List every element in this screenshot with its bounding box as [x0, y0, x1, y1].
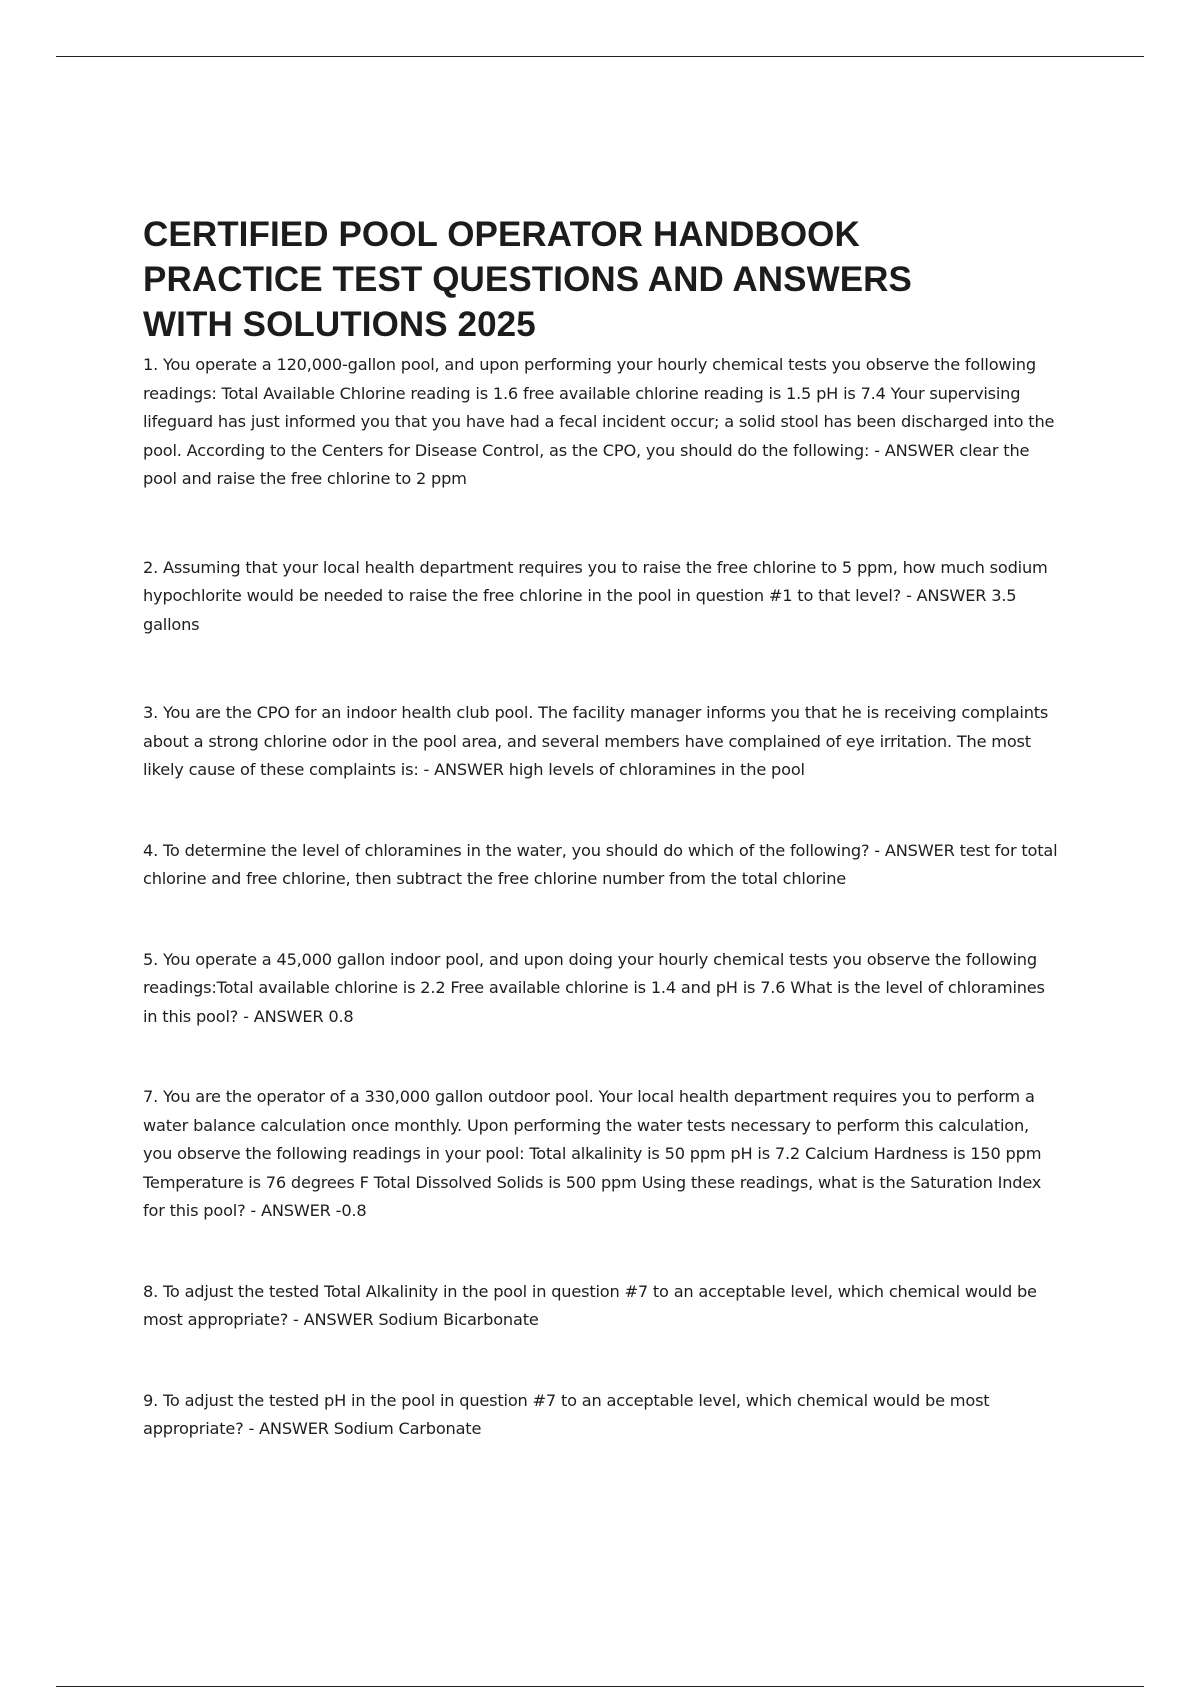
document-title: [143, 212, 1063, 347]
title-line: CERTIFIED POOL OPERATOR HANDBOOK: [143, 215, 860, 254]
top-rule: [56, 56, 1144, 57]
question-1: 1. You operate a 120,000-gallon pool, and upon performing your hourly chemical tests you observe the following readings: Total Available Chlorine reading is 1.6 free available chlorine reading is 1.5 pH is 7.4 Your supervising lifeguard has just informed you that you have had a fecal incident occur; a solid stool has been discharged into the pool. According to the Centers for Disease Control, as the CPO, you should do the following: - ANSWER clear the pool and raise the free chlorine to 2 ppm: [143, 355, 1055, 488]
question-9: 9. To adjust the tested pH in the pool in question #7 to an acceptable level, which chemical would be most appropriate? - ANSWER Sodium Carbonate: [143, 1390, 990, 1438]
title-line: PRACTICE TEST QUESTIONS AND ANSWERS: [143, 260, 913, 299]
question-2: 2. Assuming that your local health department requires you to raise the free chlorine to 5 ppm, how much sodium hypochlorite would be needed to raise the free chlorine in the pool in question #1 to that level? - ANSWER 3.5 gallons: [143, 557, 1048, 634]
question-8: 8. To adjust the tested Total Alkalinity in the pool in question #7 to an acceptable level, which chemical would be most appropriate? - ANSWER Sodium Bicarbonate: [143, 1281, 1037, 1329]
title-line: WITH SOLUTIONS 2025: [143, 305, 536, 344]
bottom-rule: [56, 1686, 1144, 1687]
question-7: 7. You are the operator of a 330,000 gallon outdoor pool. Your local health department requires you to perform a water balance calculation once monthly. Upon performing the water tests necessary to perform this calculation, you observe the following readings in your pool: Total alkalinity is 50 ppm pH is 7.2 Calcium Hardness is 150 ppm Temperature is 76 degrees F Total Dissolved Solids is 500 ppm Using these readings, what is the Saturation Index for this pool? - ANSWER -0.8: [143, 1087, 1042, 1220]
question-4: 4. To determine the level of chloramines in the water, you should do which of the following? - ANSWER test for total chlorine and free chlorine, then subtract the free chlorine number from the total chlorine: [143, 840, 1058, 888]
document-body: [143, 212, 1063, 1444]
question-3: 3. You are the CPO for an indoor health club pool. The facility manager informs you that he is receiving complaints about a strong chlorine odor in the pool area, and several members have complained of eye irritation. The most likely cause of these complaints is: - ANSWER high levels of chloramines in the pool: [143, 703, 1049, 779]
question-5: 5. You operate a 45,000 gallon indoor pool, and upon doing your hourly chemical tests you observe the following readings:Total available chlorine is 2.2 Free available chlorine is 1.4 and pH is 7.6 What is the level of chloramines in this pool? - ANSWER 0.8: [143, 949, 1045, 1026]
